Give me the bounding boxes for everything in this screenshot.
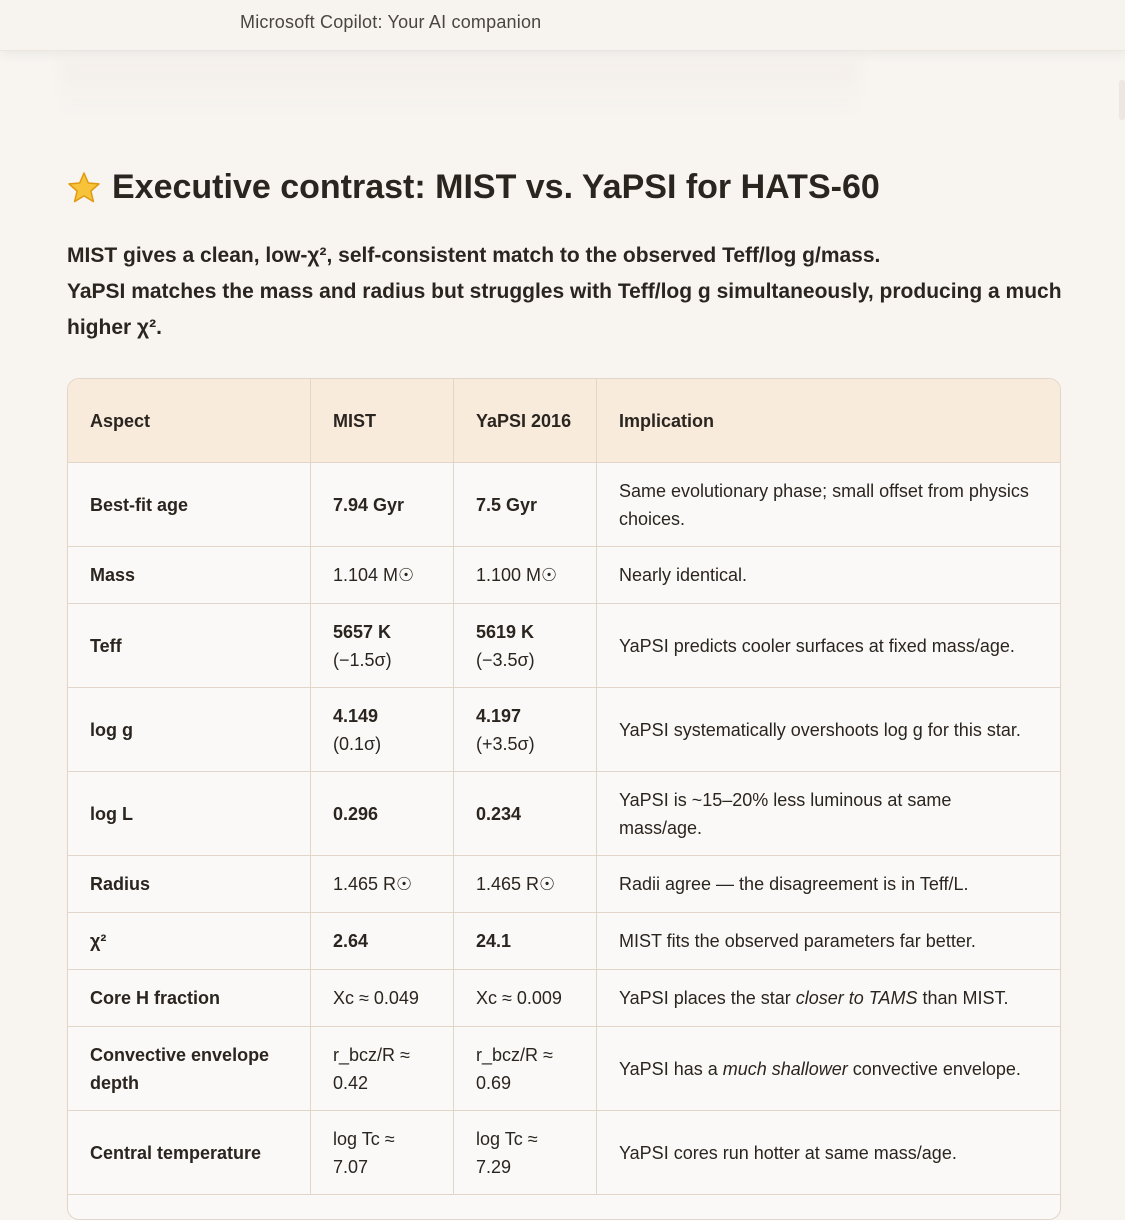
summary-line-1: MIST gives a clean, low-χ², self-consistent match to the observed Teff/log g/mass.: [67, 244, 881, 267]
cell-mist: 2.64: [311, 913, 454, 970]
cell-aspect: Convective envelope depth: [68, 1027, 311, 1111]
header-yapsi: YaPSI 2016: [454, 379, 597, 463]
cell-yapsi-sigma: (−3.5σ): [476, 649, 535, 670]
summary-text: [67, 238, 1067, 346]
implication-text: convective envelope.: [847, 1058, 1021, 1079]
cell-aspect: Best-fit age: [68, 463, 311, 547]
cell-mist-value: 5657 K: [333, 621, 392, 642]
scroll-fade: [60, 60, 860, 120]
cell-aspect: Teff: [68, 604, 311, 688]
cell-mist: log Tc ≈ 7.07: [311, 1111, 454, 1195]
cell-aspect: log g: [68, 688, 311, 772]
cell-aspect: Radius: [68, 856, 311, 913]
table-row: [68, 604, 1060, 688]
cell-yapsi-value: 5619 K: [476, 621, 535, 642]
cell-yapsi: [454, 688, 597, 772]
table-row: [68, 463, 1060, 547]
cell-mist: 1.465 R☉: [311, 856, 454, 913]
cell-mist-value: 4.149: [333, 705, 379, 726]
implication-text: YaPSI has a: [619, 1058, 723, 1079]
implication-text: YaPSI places the star: [619, 988, 796, 1008]
table-row: [68, 772, 1060, 856]
header-mist: MIST: [311, 379, 454, 463]
comparison-table: [67, 378, 1061, 1220]
cell-aspect: Mass: [68, 547, 311, 604]
star-icon: [66, 170, 102, 206]
table-row: [68, 547, 1060, 604]
implication-emphasis: much shallower: [722, 1058, 848, 1079]
cell-yapsi: r_bcz/R ≈ 0.69: [454, 1027, 597, 1111]
cell-implication: YaPSI predicts cooler surfaces at fixed mass/age.: [597, 604, 1061, 688]
cell-yapsi: [454, 604, 597, 688]
cell-yapsi: Xc ≈ 0.009: [454, 970, 597, 1027]
cell-yapsi: 1.465 R☉: [454, 856, 597, 913]
cell-implication: Radii agree — the disagreement is in Teff/L.: [597, 856, 1061, 913]
cell-mist-sigma: (0.1σ): [333, 733, 382, 754]
cell-mist: 7.94 Gyr: [311, 463, 454, 547]
cell-mist: 0.296: [311, 772, 454, 856]
section-heading: [66, 168, 880, 207]
window-title: Microsoft Copilot: Your AI companion: [240, 12, 542, 32]
cell-mist: [311, 604, 454, 688]
cell-yapsi: log Tc ≈ 7.29: [454, 1111, 597, 1195]
table-row: [68, 1111, 1060, 1195]
table-row: [68, 913, 1060, 970]
cell-implication: Same evolutionary phase; small offset from physics choices.: [597, 463, 1061, 547]
cell-yapsi: 7.5 Gyr: [454, 463, 597, 547]
cell-mist-sigma: (−1.5σ): [333, 649, 392, 670]
cell-mist: r_bcz/R ≈ 0.42: [311, 1027, 454, 1111]
summary-line-2: YaPSI matches the mass and radius but struggles with Teff/log g simultaneously, producing a much higher χ².: [67, 280, 1062, 339]
cell-implication: YaPSI cores run hotter at same mass/age.: [597, 1111, 1061, 1195]
header-aspect: Aspect: [68, 379, 311, 463]
cell-aspect: log L: [68, 772, 311, 856]
cell-yapsi-value: 4.197: [476, 705, 522, 726]
cell-mist: Xc ≈ 0.049: [311, 970, 454, 1027]
heading-text: Executive contrast: MIST vs. YaPSI for HATS-60: [112, 168, 880, 206]
table-header-row: [68, 379, 1060, 463]
scrollbar-thumb[interactable]: [1119, 80, 1125, 120]
implication-emphasis: closer to TAMS: [795, 988, 918, 1008]
cell-aspect: Core H fraction: [68, 970, 311, 1027]
table-row: [68, 1027, 1060, 1111]
cell-yapsi-sigma: (+3.5σ): [476, 733, 535, 754]
cell-implication: [597, 1027, 1061, 1111]
table-row: [68, 856, 1060, 913]
cell-implication: MIST fits the observed parameters far better.: [597, 913, 1061, 970]
cell-implication: [597, 970, 1061, 1027]
implication-text: than MIST.: [917, 988, 1009, 1008]
cell-yapsi: 24.1: [454, 913, 597, 970]
cell-mist: 1.104 M☉: [311, 547, 454, 604]
cell-aspect: χ²: [68, 913, 311, 970]
cell-mist: [311, 688, 454, 772]
table-row: [68, 970, 1060, 1027]
cell-yapsi: 0.234: [454, 772, 597, 856]
table-row: [68, 688, 1060, 772]
window-title-bar: [0, 0, 1125, 51]
cell-yapsi: 1.100 M☉: [454, 547, 597, 604]
cell-implication: YaPSI systematically overshoots log g for this star.: [597, 688, 1061, 772]
cell-implication: YaPSI is ~15–20% less luminous at same mass/age.: [597, 772, 1061, 856]
cell-aspect: Central temperature: [68, 1111, 311, 1195]
cell-implication: Nearly identical.: [597, 547, 1061, 604]
header-implication: Implication: [597, 379, 1061, 463]
